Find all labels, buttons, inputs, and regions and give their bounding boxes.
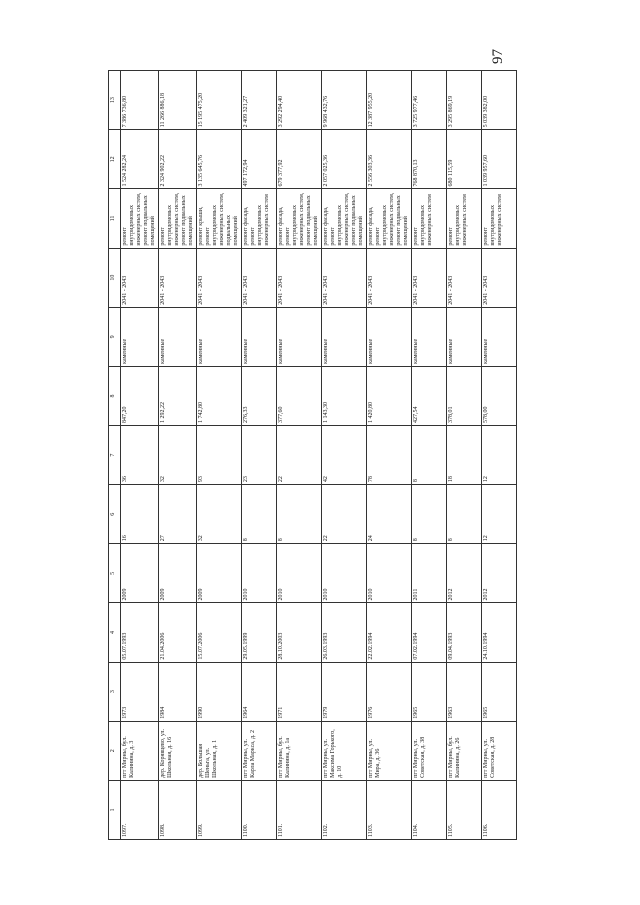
- header-cell: 4: [109, 603, 121, 662]
- header-cell: 12: [109, 130, 121, 189]
- table-row: [482, 71, 517, 840]
- cell-work: ремонт внутридомовых инженерных систем: [482, 189, 517, 248]
- cell-work: ремонт внутридомовых инженерных систем: [447, 189, 482, 248]
- cell-date: 09.04.1993: [447, 603, 482, 662]
- cell-work: ремонт фасада, ремонт внутридомовых инженерных систем, ремонт подвальных помещений: [277, 189, 322, 248]
- cell-a: 42: [322, 426, 367, 485]
- cell-y2: 2010: [367, 544, 412, 603]
- cell-area: 378,01: [447, 366, 482, 425]
- cell-f: 32: [197, 485, 242, 544]
- cell-v13: 7 386 736,80: [121, 71, 159, 130]
- cell-a: 22: [277, 426, 322, 485]
- cell-area: 847,20: [121, 366, 159, 425]
- cell-work: ремонт фасада, ремонт внутридомовых инженерных систем: [242, 189, 277, 248]
- cell-f: 22: [322, 485, 367, 544]
- cell-area: 578,00: [482, 366, 517, 425]
- cell-type: каменные: [277, 307, 322, 366]
- cell-period: 2041 - 2043: [322, 248, 367, 307]
- table-row: [367, 71, 412, 840]
- cell-addr: пгт Мирны, ул. Советская, д. 38: [412, 721, 447, 780]
- cell-date: 07.02.1994: [412, 603, 447, 662]
- cell-year: 1965: [482, 662, 517, 721]
- cell-year: 1964: [242, 662, 277, 721]
- table-row: [159, 71, 197, 840]
- cell-y2: 2009: [197, 544, 242, 603]
- cell-v13: 9 968 432,76: [322, 71, 367, 130]
- cell-v13: 3 725 977,46: [412, 71, 447, 130]
- cell-y2: 2010: [322, 544, 367, 603]
- cell-n: 1105.: [447, 780, 482, 839]
- cell-v13: 2 409 321,27: [242, 71, 277, 130]
- cell-area: 1 420,80: [367, 366, 412, 425]
- cell-f: 24: [367, 485, 412, 544]
- cell-year: 1965: [412, 662, 447, 721]
- header-cell: 6: [109, 485, 121, 544]
- table-row: [412, 71, 447, 840]
- table-row: [277, 71, 322, 840]
- cell-v13: 15 195 475,20: [197, 71, 242, 130]
- header-cell: 3: [109, 662, 121, 721]
- header-cell: 1: [109, 780, 121, 839]
- cell-n: 1106.: [482, 780, 517, 839]
- cell-type: каменные: [447, 307, 482, 366]
- cell-date: 21.04.2006: [159, 603, 197, 662]
- cell-year: 1979: [322, 662, 367, 721]
- cell-a: 32: [159, 426, 197, 485]
- cell-y2: 2010: [242, 544, 277, 603]
- cell-v12: 2 057 025,36: [322, 130, 367, 189]
- header-cell: 2: [109, 721, 121, 780]
- cell-work: ремонт внутридомовых инженерных систем, ремонт подвальных помещений: [121, 189, 159, 248]
- page-number: 97: [490, 49, 506, 64]
- cell-period: 2041 - 2043: [121, 248, 159, 307]
- cell-f: 8: [242, 485, 277, 544]
- cell-period: 2041 - 2043: [412, 248, 447, 307]
- cell-area: 1 143,30: [322, 366, 367, 425]
- cell-n: 1098.: [159, 780, 197, 839]
- header-cell: 5: [109, 544, 121, 603]
- cell-area: 276,33: [242, 366, 277, 425]
- cell-v12: 1 524 282,24: [121, 130, 159, 189]
- header-cell: 8: [109, 366, 121, 425]
- cell-addr: пгт Мирны, бул. Калинина, д. 1а: [277, 721, 322, 780]
- cell-work: ремонт крыши, ремонт внутридомовых инженерных систем, подвальных помещений: [197, 189, 242, 248]
- cell-period: 2041 - 2043: [159, 248, 197, 307]
- cell-a: 18: [447, 426, 482, 485]
- cell-addr: пгт Мирны, ул. Мира, д. 36: [367, 721, 412, 780]
- cell-v13: 3 295 869,19: [447, 71, 482, 130]
- cell-n: 1103.: [367, 780, 412, 839]
- header-cell: 10: [109, 248, 121, 307]
- table-row: [242, 71, 277, 840]
- rotated-table-container: [108, 70, 516, 840]
- cell-addr: пгт Мирны, ул. Карла Маркса, д. 2: [242, 721, 277, 780]
- cell-addr: дер. Корявцево, ул. Школьная, д. 16: [159, 721, 197, 780]
- cell-v12: 1 039 957,60: [482, 130, 517, 189]
- header-cell: 7: [109, 426, 121, 485]
- cell-period: 2041 - 2043: [242, 248, 277, 307]
- cell-date: 26.03.1993: [322, 603, 367, 662]
- cell-y2: 2009: [121, 544, 159, 603]
- cell-type: каменные: [121, 307, 159, 366]
- cell-date: 24.10.1994: [482, 603, 517, 662]
- cell-type: каменные: [197, 307, 242, 366]
- cell-addr: пгт Мирны, бул. Калинина, д. 26: [447, 721, 482, 780]
- cell-y2: 2012: [447, 544, 482, 603]
- table-row: [121, 71, 159, 840]
- header-cell: 13: [109, 71, 121, 130]
- cell-work: ремонт фасада, ремонт внутридомовых инженерных систем, ремонт подвальных помещений: [367, 189, 412, 248]
- cell-type: каменные: [322, 307, 367, 366]
- cell-n: 1102.: [322, 780, 367, 839]
- cell-f: 8: [447, 485, 482, 544]
- cell-v13: 12 387 955,20: [367, 71, 412, 130]
- cell-addr: пгт Мирны, ул. Советская, д. 28: [482, 721, 517, 780]
- cell-period: 2041 - 2043: [482, 248, 517, 307]
- cell-a: 93: [197, 426, 242, 485]
- cell-year: 1963: [447, 662, 482, 721]
- cell-period: 2041 - 2043: [367, 248, 412, 307]
- cell-n: 1104.: [412, 780, 447, 839]
- cell-v12: 3 135 645,76: [197, 130, 242, 189]
- cell-v12: 497 172,94: [242, 130, 277, 189]
- cell-type: каменные: [482, 307, 517, 366]
- cell-date: 22.02.1994: [367, 603, 412, 662]
- cell-year: 1976: [367, 662, 412, 721]
- cell-v12: 2 556 303,36: [367, 130, 412, 189]
- cell-period: 2041 - 2043: [447, 248, 482, 307]
- repair-schedule-table: [108, 70, 517, 840]
- cell-n: 1101.: [277, 780, 322, 839]
- cell-date: 05.07.1993: [121, 603, 159, 662]
- cell-a: 78: [367, 426, 412, 485]
- cell-addr: пгт Мирны, бул. Калинина, д. 3: [121, 721, 159, 780]
- cell-type: каменные: [367, 307, 412, 366]
- header-cell: 11: [109, 189, 121, 248]
- cell-year: 1984: [159, 662, 197, 721]
- table-row: [197, 71, 242, 840]
- cell-date: 15.07.2006: [197, 603, 242, 662]
- cell-a: 12: [482, 426, 517, 485]
- cell-date: 28.10.2003: [277, 603, 322, 662]
- cell-f: 16: [121, 485, 159, 544]
- cell-v13: 3 292 294,40: [277, 71, 322, 130]
- cell-v13: 5 039 382,00: [482, 71, 517, 130]
- cell-y2: 2009: [159, 544, 197, 603]
- cell-work: ремонт фасада, ремонт внутридомовых инженерных систем, ремонт подвальных помещений: [322, 189, 367, 248]
- header-cell: 9: [109, 307, 121, 366]
- cell-area: 377,60: [277, 366, 322, 425]
- cell-f: 8: [277, 485, 322, 544]
- cell-f: 8: [412, 485, 447, 544]
- cell-work: ремонт внутридомовых инженерных систем: [412, 189, 447, 248]
- cell-date: 29.05.1999: [242, 603, 277, 662]
- cell-v13: 11 266 886,18: [159, 71, 197, 130]
- cell-a: 36: [121, 426, 159, 485]
- cell-period: 2041 - 2043: [277, 248, 322, 307]
- cell-area: 427,54: [412, 366, 447, 425]
- cell-v12: 2 324 902,22: [159, 130, 197, 189]
- table-row: [322, 71, 367, 840]
- cell-v12: 679 377,92: [277, 130, 322, 189]
- cell-y2: 2010: [277, 544, 322, 603]
- cell-addr: пгт Мирны, ул. Максима Горького, д. 10: [322, 721, 367, 780]
- cell-area: 1 742,80: [197, 366, 242, 425]
- cell-n: 1100.: [242, 780, 277, 839]
- cell-area: 1 292,22: [159, 366, 197, 425]
- cell-n: 1097.: [121, 780, 159, 839]
- cell-n: 1099.: [197, 780, 242, 839]
- cell-v12: 680 115,59: [447, 130, 482, 189]
- cell-y2: 2012: [482, 544, 517, 603]
- cell-type: каменные: [159, 307, 197, 366]
- header-row: [109, 71, 121, 840]
- cell-year: 1971: [277, 662, 322, 721]
- cell-year: 1973: [121, 662, 159, 721]
- cell-v12: 768 870,13: [412, 130, 447, 189]
- cell-type: каменные: [412, 307, 447, 366]
- cell-period: 2041 - 2043: [197, 248, 242, 307]
- cell-f: 12: [482, 485, 517, 544]
- cell-addr: дер. Большая Шеньга, ул. Школьная, д. 1: [197, 721, 242, 780]
- cell-type: каменные: [242, 307, 277, 366]
- cell-a: 23: [242, 426, 277, 485]
- cell-year: 1990: [197, 662, 242, 721]
- cell-a: 8: [412, 426, 447, 485]
- cell-work: ремонт внутридомовых инженерных систем, ремонт подвальных помещений: [159, 189, 197, 248]
- cell-f: 27: [159, 485, 197, 544]
- cell-y2: 2011: [412, 544, 447, 603]
- table-row: [447, 71, 482, 840]
